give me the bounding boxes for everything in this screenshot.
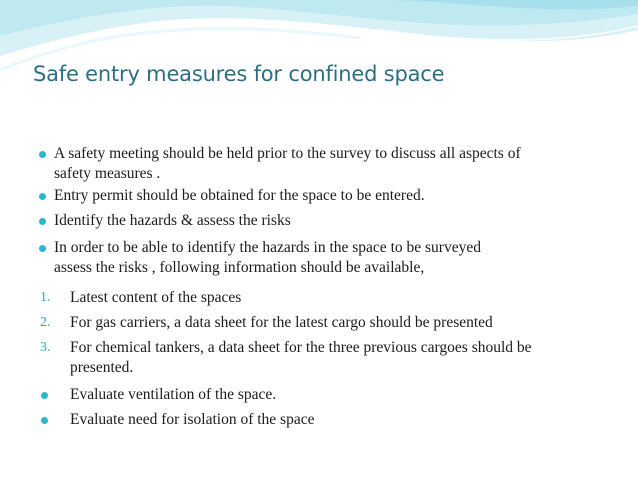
item-text-line: Identify the hazards & assess the risks xyxy=(54,212,291,229)
item-number: 3. xyxy=(40,340,51,355)
slide-title: Safe entry measures for confined space xyxy=(33,62,445,86)
item-text-line: In order to be able to identify the hazards in the space to be surveyed xyxy=(54,239,481,256)
item-text-line: assess the risks , following information should be available, xyxy=(54,259,425,276)
item-text-line: For chemical tankers, a data sheet for the three previous cargoes should be xyxy=(70,339,532,356)
bullet-dot-icon xyxy=(39,151,46,158)
bullet-dot-icon xyxy=(39,193,46,200)
bullet-dot-icon xyxy=(39,245,46,252)
wave-header-decoration xyxy=(0,0,638,70)
item-text-line: For gas carriers, a data sheet for the latest cargo should be presented xyxy=(70,314,493,331)
item-text-line: Evaluate need for isolation of the space xyxy=(70,411,315,428)
item-text-line: Evaluate ventilation of the space. xyxy=(70,386,277,403)
item-number: 2. xyxy=(40,315,51,330)
bullet-dot-icon xyxy=(39,218,46,225)
item-text-line: safety measures . xyxy=(54,165,161,182)
item-text-line: A safety meeting should be held prior to the survey to discuss all aspects of xyxy=(54,145,521,162)
item-text-line: presented. xyxy=(70,359,134,376)
item-text-line: Latest content of the spaces xyxy=(70,289,242,306)
bullet-dot-icon xyxy=(41,392,48,399)
bullet-dot-icon xyxy=(41,417,48,424)
item-number: 1. xyxy=(40,290,51,305)
item-text-line: Entry permit should be obtained for the space to be entered. xyxy=(54,187,425,204)
